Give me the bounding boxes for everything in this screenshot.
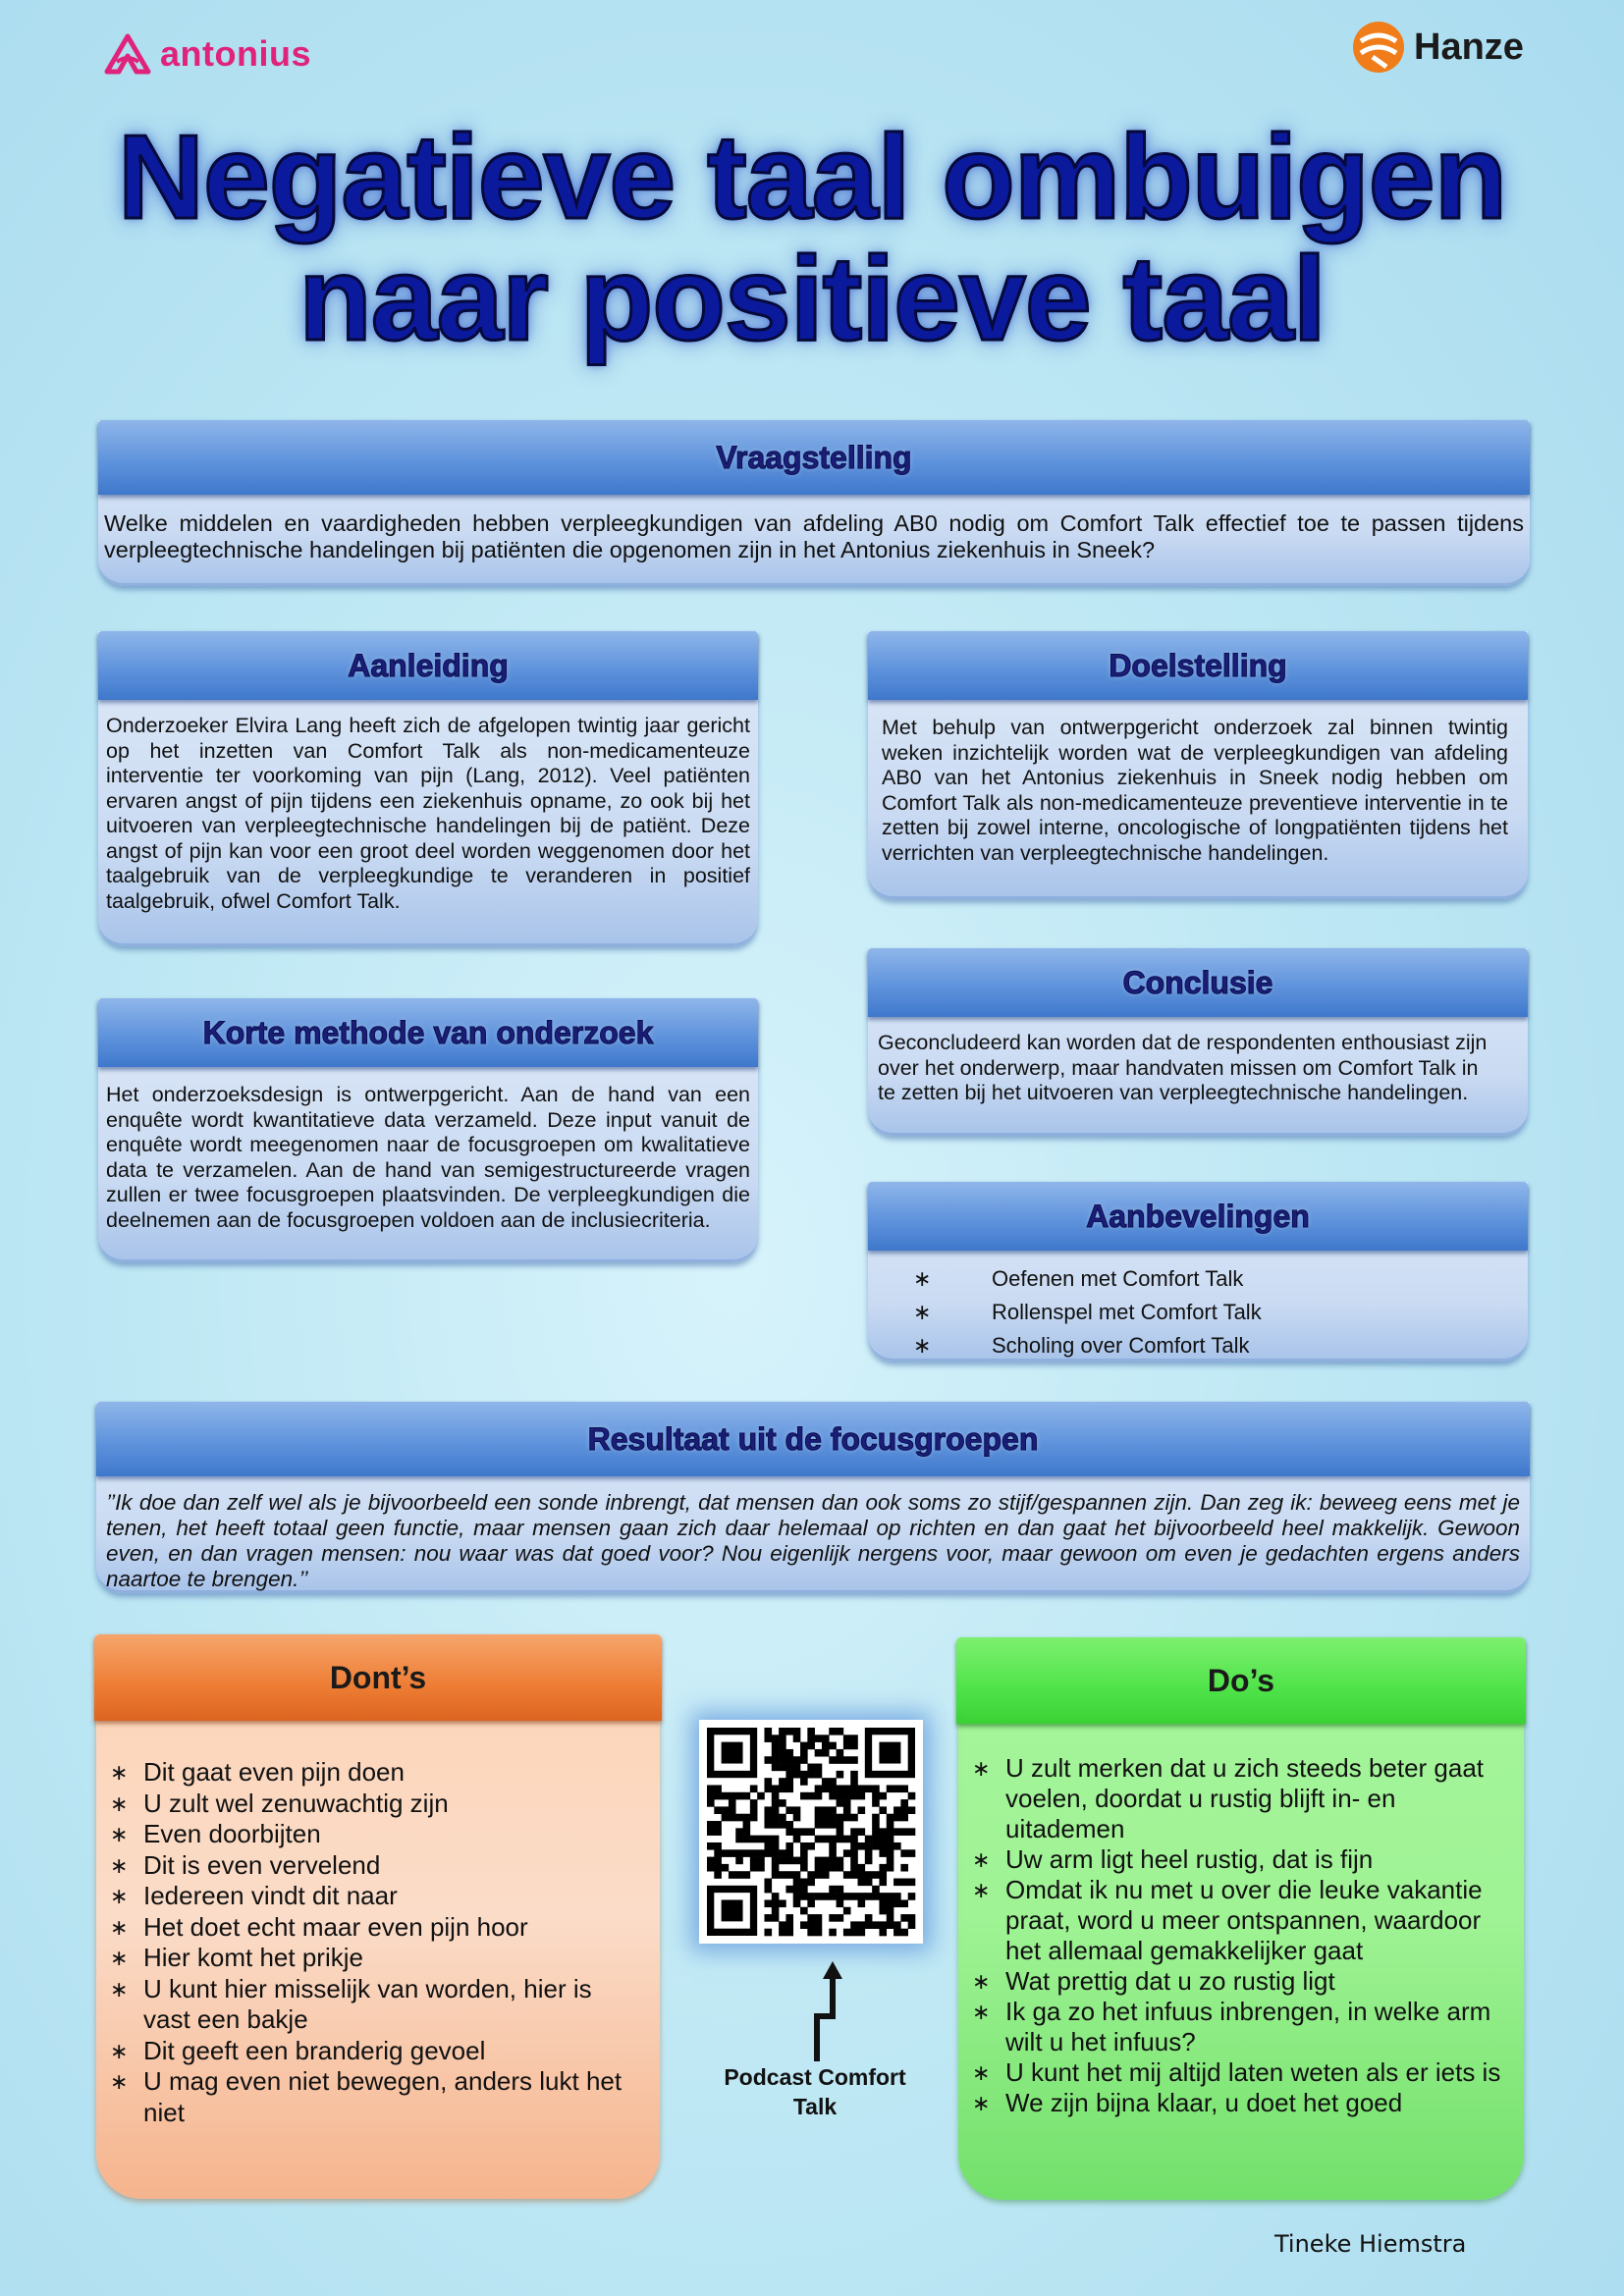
list-item-text: Wat prettig dat u zo rustig ligt xyxy=(1005,1966,1335,1996)
vraagstelling-panel xyxy=(98,420,1530,586)
poster-title xyxy=(59,110,1565,365)
hanze-logo-icon xyxy=(1351,20,1406,75)
bullet-icon: ∗ xyxy=(972,1969,991,1994)
list-item-text: Hier komt het prikje xyxy=(143,1943,363,1972)
donts-header xyxy=(94,1634,662,1721)
donts-list xyxy=(110,1757,640,2128)
bullet-icon: ∗ xyxy=(110,1852,129,1878)
qr-code-graphic xyxy=(699,1720,923,1944)
dos-heading: Do’s xyxy=(1207,1662,1275,1698)
list-item xyxy=(110,1943,640,1974)
list-item xyxy=(110,1789,640,1820)
hanze-logo-text: Hanze xyxy=(1414,26,1524,68)
aanbevelingen-heading: Aanbevelingen xyxy=(1086,1198,1310,1234)
aanleiding-panel xyxy=(98,631,758,946)
list-item xyxy=(110,1850,640,1882)
list-item xyxy=(972,1997,1518,2057)
antonius-logo xyxy=(103,29,311,79)
aanbevelingen-list xyxy=(913,1262,1262,1362)
bullet-icon: ∗ xyxy=(972,1756,991,1781)
conclusie-text: Geconcludeerd kan worden dat de respondenten enthousiast zijn over het onderwerp, maar handvaten missen om Comfort Talk in te zetten bij het uitvoeren van verpleegtechnische handelingen. xyxy=(878,1031,1488,1104)
dos-list xyxy=(972,1753,1518,2118)
methode-text: Het onderzoeksdesign is ontwerpgericht. Aan de hand van een enquête wordt kwantitatieve data verzameld. Deze input vanuit de enquête wordt meegenomen naar de focusgroepen om kwalitatieve data te verzamelen. Aan de hand van semigestructureerde vragen zullen er twee focusgroepen plaatsvinden. De verpleegkundigen die deelnemen aan de focusgroepen voldoen aan de inclusiecriteria. xyxy=(106,1083,750,1232)
list-item-text: Het doet echt maar even pijn hoor xyxy=(143,1911,528,1942)
bullet-icon: ∗ xyxy=(972,2060,991,2085)
list-item xyxy=(110,2066,640,2128)
list-item xyxy=(972,1966,1518,1997)
doelstelling-header xyxy=(868,631,1528,700)
antonius-logo-icon xyxy=(103,32,152,76)
list-item xyxy=(110,1819,640,1850)
bullet-icon: ∗ xyxy=(110,2069,129,2094)
list-item xyxy=(110,2036,640,2067)
doelstelling-heading: Doelstelling xyxy=(1109,647,1287,683)
list-item xyxy=(972,1875,1518,1966)
aanbevelingen-header xyxy=(868,1182,1528,1251)
list-item xyxy=(913,1262,1262,1296)
conclusie-panel xyxy=(868,948,1528,1136)
conclusie-header xyxy=(868,948,1528,1017)
bullet-icon: ∗ xyxy=(110,1790,129,1816)
qr-label-line-1: Podcast Comfort xyxy=(724,2064,906,2090)
qr-label xyxy=(707,2062,923,2121)
bullet-icon: ∗ xyxy=(913,1333,932,1358)
list-item-text: Ik ga zo het infuus inbrengen, in welke arm wilt u het infuus? xyxy=(1005,1997,1491,2056)
list-item xyxy=(110,1881,640,1912)
list-item-text: Omdat ik nu met u over die leuke vakantie praat, word u meer ontspannen, waardoor het allemaal gemakkelijker gaat xyxy=(1005,1875,1483,1965)
list-item xyxy=(110,1757,640,1789)
qr-code[interactable] xyxy=(699,1720,923,1944)
list-item-text: U zult merken dat u zich steeds beter gaat voelen, doordat u rustig blijft in- en uitademen xyxy=(1005,1753,1485,1843)
donts-heading: Dont’s xyxy=(329,1659,427,1695)
list-item-text: Scholing over Comfort Talk xyxy=(992,1333,1250,1358)
author-name: Tineke Hiemstra xyxy=(1274,2230,1467,2258)
title-line-1: Negatieve taal ombuigen xyxy=(117,110,1507,243)
bullet-icon: ∗ xyxy=(110,1760,129,1785)
bullet-icon: ∗ xyxy=(110,1946,129,1970)
list-item xyxy=(972,1753,1518,1844)
bullet-icon: ∗ xyxy=(972,1847,991,1872)
bullet-icon: ∗ xyxy=(110,1914,129,1940)
conclusie-heading: Conclusie xyxy=(1122,964,1273,1000)
vraagstelling-header xyxy=(98,420,1530,495)
list-item xyxy=(110,1974,640,2036)
list-item-text: Even doorbijten xyxy=(143,1819,321,1848)
bullet-icon: ∗ xyxy=(972,2000,991,2024)
list-item-text: Dit is even vervelend xyxy=(143,1849,381,1880)
methode-panel xyxy=(98,998,758,1262)
list-item-text: Oefenen met Comfort Talk xyxy=(992,1266,1244,1291)
vraagstelling-text: Welke middelen en vaardigheden hebben verpleegkundigen van afdeling AB0 nodig om Comfort Talk effectief toe te passen tijdens verpleegtechnische handelingen bij patiënten die opgenomen zijn in het Antonius ziekenhuis in Sneek? xyxy=(104,510,1524,562)
aanleiding-text: Onderzoeker Elvira Lang heeft zich de afgelopen twintig jaar gericht op het inzetten van Comfort Talk als non-medicamenteuze interventie ter voorkoming van pijn (Lang, 2012). Veel patiënten ervaren angst of pijn tijdens een ziekenhuis opname, zo ook bij het uitvoeren van verpleegtechnische handelingen bij de patiënt. Deze angst of pijn kan voor een groot deel worden weggenomen door het taalgebruik van de verpleegkundige te veranderen in positief taalgebruik, ofwel Comfort Talk. xyxy=(106,714,750,913)
list-item-text: U mag even niet bewegen, anders lukt het niet xyxy=(143,2066,623,2127)
list-item xyxy=(913,1296,1262,1329)
list-item-text: Iedereen vindt dit naar xyxy=(143,1881,398,1910)
bullet-icon: ∗ xyxy=(972,1878,991,1902)
hanze-logo xyxy=(1351,18,1524,77)
list-item-text: Uw arm ligt heel rustig, dat is fijn xyxy=(1005,1844,1374,1874)
title-line-2: naar positieve taal xyxy=(298,232,1326,365)
list-item xyxy=(913,1329,1262,1362)
vraagstelling-heading: Vraagstelling xyxy=(716,439,912,475)
bullet-icon: ∗ xyxy=(110,1884,129,1908)
dos-header xyxy=(956,1637,1526,1724)
aanleiding-header xyxy=(98,631,758,700)
bullet-icon: ∗ xyxy=(972,2091,991,2115)
list-item-text: U zult wel zenuwachtig zijn xyxy=(143,1788,449,1818)
doelstelling-panel xyxy=(868,631,1528,899)
list-item xyxy=(972,2088,1518,2118)
bullet-icon: ∗ xyxy=(913,1300,932,1324)
methode-header xyxy=(98,998,758,1067)
arrow-up-icon xyxy=(803,1959,854,2063)
aanbevelingen-panel xyxy=(868,1182,1528,1362)
list-item-text: U kunt het mij altijd laten weten als er iets is xyxy=(1005,2057,1501,2087)
list-item xyxy=(972,1844,1518,1875)
resultaat-panel xyxy=(96,1402,1530,1593)
methode-heading: Korte methode van onderzoek xyxy=(202,1014,654,1050)
doelstelling-text: Met behulp van ontwerpgericht onderzoek zal binnen twintig weken inzichtelijk worden wat de verpleegkundigen van afdeling AB0 van het Antonius ziekenhuis in Sneek nodig hebben om Comfort Talk als non-medicamenteuze preventieve interventie in te zetten bij zowel interne, oncologische of longpatiënten tijdens het verrichten van verpleegtechnische handelingen. xyxy=(882,716,1508,865)
bullet-icon: ∗ xyxy=(110,1976,129,2002)
aanleiding-heading: Aanleiding xyxy=(348,647,509,683)
antonius-logo-text: antonius xyxy=(160,33,311,74)
list-item xyxy=(110,1912,640,1944)
bullet-icon: ∗ xyxy=(110,1822,129,1846)
qr-label-line-2: Talk xyxy=(792,2094,838,2119)
resultaat-heading: Resultaat uit de focusgroepen xyxy=(587,1420,1039,1457)
list-item-text: Dit gaat even pijn doen xyxy=(143,1757,405,1787)
bullet-icon: ∗ xyxy=(110,2038,129,2063)
list-item-text: U kunt hier misselijk van worden, hier is vast een bakje xyxy=(143,1973,592,2034)
list-item xyxy=(972,2057,1518,2088)
list-item-text: Rollenspel met Comfort Talk xyxy=(992,1300,1262,1324)
list-item-text: Dit geeft een branderig gevoel xyxy=(143,2035,486,2065)
resultaat-header xyxy=(96,1402,1530,1476)
bullet-icon: ∗ xyxy=(913,1266,932,1291)
list-item-text: We zijn bijna klaar, u doet het goed xyxy=(1005,2088,1403,2117)
resultaat-quote: ’’Ik doe dan zelf wel als je bijvoorbeeld een sonde inbrengt, dat mensen dan ook soms zo stijf/gespannen zijn. Dan zeg ik: beweeg eens met je tenen, het heeft totaal geen functie, maar mensen gaan zich daar helemaal op richten en dan gaat het bijvoorbeeld heel makkelijk. Gewoon even, en dan vragen mensen: nou waar was dat goed voor? Nou eigenlijk nergens voor, maar gewoon om even je gedachten ergens anders naartoe te brengen.’’ xyxy=(106,1490,1520,1591)
